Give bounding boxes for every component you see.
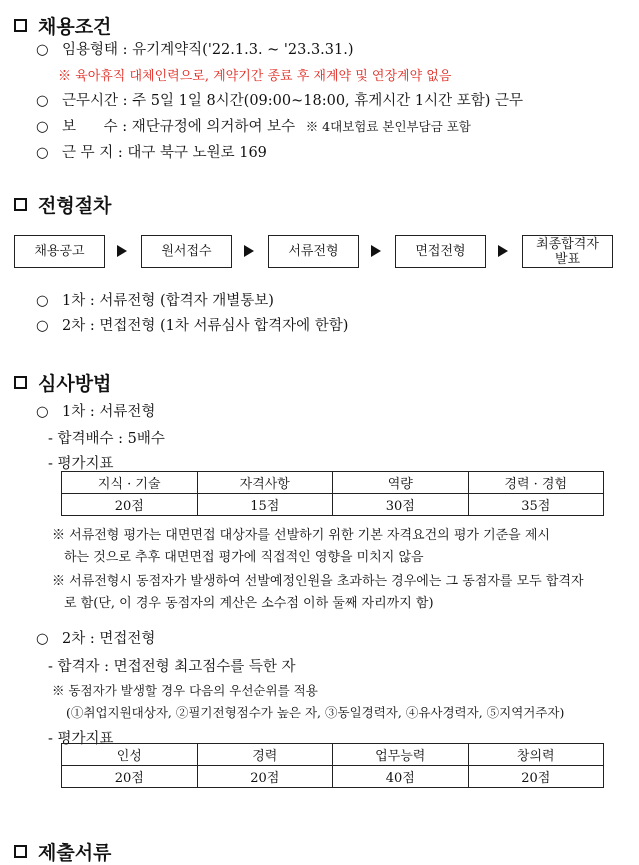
bullet-circle-icon: ○ bbox=[36, 93, 49, 109]
table-header-cell: 창의력 bbox=[468, 744, 604, 766]
second-eval-table bbox=[61, 743, 604, 788]
bullet-circle-icon: ○ bbox=[36, 145, 49, 161]
flow-step-5 bbox=[522, 235, 613, 268]
table-cell: 15점 bbox=[197, 494, 333, 516]
table-row bbox=[62, 494, 604, 516]
table-row bbox=[62, 766, 604, 788]
arrow-right-icon bbox=[371, 245, 381, 257]
flow-step-1: 채용공고 bbox=[14, 235, 105, 268]
location-value: 대구 북구 노원로 169 bbox=[127, 145, 267, 161]
first-note2-line1: ※ 서류전형시 동점자가 발생하여 선발예정인원을 초과하는 경우에는 그 동점자를 모두 합격자 bbox=[52, 574, 584, 589]
bullet-circle-icon: ○ bbox=[36, 42, 49, 58]
table-header-cell: 역량 bbox=[333, 472, 469, 494]
table-cell: 20점 bbox=[197, 766, 333, 788]
checkbox-square-icon bbox=[14, 19, 27, 32]
first-note2-line2: 로 함(단, 이 경우 동점자의 계산은 소수점 이하 둘째 자리까지 함) bbox=[64, 596, 434, 611]
bullet-circle-icon: ○ bbox=[36, 293, 49, 309]
location-row bbox=[36, 141, 267, 162]
pay-label: 보 수 : bbox=[62, 119, 128, 135]
table-cell: 20점 bbox=[468, 766, 604, 788]
checkbox-square-icon bbox=[14, 198, 27, 211]
table-cell: 20점 bbox=[62, 494, 198, 516]
table-header-cell: 자격사항 bbox=[197, 472, 333, 494]
section-title-evaluation: 심사방법 bbox=[14, 369, 111, 396]
eval-first-multiple: - 합격배수 : 5배수 bbox=[48, 431, 165, 447]
flow-step-4: 면접전형 bbox=[395, 235, 486, 268]
arrow-right-icon bbox=[117, 245, 127, 257]
procedure-round1: ○ 1차 : 서류전형 (합격자 개별통보) bbox=[36, 293, 274, 309]
flow-step-3: 서류전형 bbox=[268, 235, 359, 268]
eval-first-title: ○ 1차 : 서류전형 bbox=[36, 404, 156, 420]
table-header-cell: 인성 bbox=[62, 744, 198, 766]
checkbox-square-icon bbox=[14, 845, 27, 858]
table-header-cell: 경력 · 경험 bbox=[468, 472, 604, 494]
bullet-circle-icon: ○ bbox=[36, 119, 49, 135]
section-title-documents: 제출서류 bbox=[14, 838, 111, 865]
bullet-circle-icon: ○ bbox=[36, 404, 49, 420]
first-note1-line2: 하는 것으로 추후 대면면접 평가에 직접적인 영향을 미치지 않음 bbox=[64, 550, 424, 565]
employment-note: ※ 육아휴직 대체인력으로, 계약기간 종료 후 재계약 및 연장계약 없음 bbox=[58, 69, 452, 84]
employment-label: 임용형태 : bbox=[62, 42, 128, 58]
checkbox-square-icon bbox=[14, 376, 27, 389]
employment-type-row bbox=[36, 38, 354, 59]
flow-step-5-line2: 발표 bbox=[554, 251, 581, 267]
eval-second-pass: - 합격자 : 면접전형 최고점수를 득한 자 bbox=[48, 659, 296, 675]
arrow-right-icon bbox=[244, 245, 254, 257]
table-cell: 20점 bbox=[62, 766, 198, 788]
location-label: 근 무 지 : bbox=[62, 145, 123, 161]
hours-value: 주 5일 1일 8시간(09:00~18:00, 휴게시간 1시간 포함) 근무 bbox=[132, 93, 524, 109]
table-cell: 30점 bbox=[333, 494, 469, 516]
bullet-circle-icon: ○ bbox=[36, 631, 49, 647]
section-title-conditions: 채용조건 bbox=[14, 12, 111, 39]
procedure-round2: ○ 2차 : 면접전형 (1차 서류심사 합격자에 한함) bbox=[36, 318, 349, 334]
pay-note: ※ 4대보험료 본인부담금 포함 bbox=[305, 119, 471, 134]
table-header-row bbox=[62, 744, 604, 766]
table-cell: 35점 bbox=[468, 494, 604, 516]
eval-first-index-label: - 평가지표 bbox=[48, 456, 114, 472]
table-header-cell: 지식 · 기술 bbox=[62, 472, 198, 494]
eval-second-title: ○ 2차 : 면접전형 bbox=[36, 631, 156, 647]
table-header-cell: 업무능력 bbox=[333, 744, 469, 766]
flow-step-2: 원서접수 bbox=[141, 235, 232, 268]
pay-value: 재단규정에 의거하여 보수 bbox=[131, 119, 296, 135]
hours-label: 근무시간 : bbox=[62, 93, 128, 109]
section-title-procedure: 전형절차 bbox=[14, 191, 111, 218]
first-eval-table bbox=[61, 471, 604, 516]
table-header-row bbox=[62, 472, 604, 494]
table-cell: 40점 bbox=[333, 766, 469, 788]
bullet-circle-icon: ○ bbox=[36, 318, 49, 334]
table-header-cell: 경력 bbox=[197, 744, 333, 766]
second-note-line1: ※ 동점자가 발생할 경우 다음의 우선순위를 적용 bbox=[52, 683, 318, 698]
second-note-line2: (①취업지원대상자, ②필기전형점수가 높은 자, ③동일경력자, ④유사경력자, ⑤지역거주자) bbox=[66, 705, 565, 720]
employment-value: 유기계약직('22.1.3. ~ '23.3.31.) bbox=[132, 42, 354, 58]
eval-second-index-label: - 평가지표 bbox=[48, 731, 114, 747]
arrow-right-icon bbox=[498, 245, 508, 257]
pay-row bbox=[36, 115, 471, 136]
flow-step-5-line1: 최종합격자 bbox=[536, 236, 599, 252]
work-hours-row bbox=[36, 89, 523, 110]
first-note1-line1: ※ 서류전형 평가는 대면면접 대상자를 선발하기 위한 기본 자격요건의 평가 기준을 제시 bbox=[52, 528, 550, 543]
